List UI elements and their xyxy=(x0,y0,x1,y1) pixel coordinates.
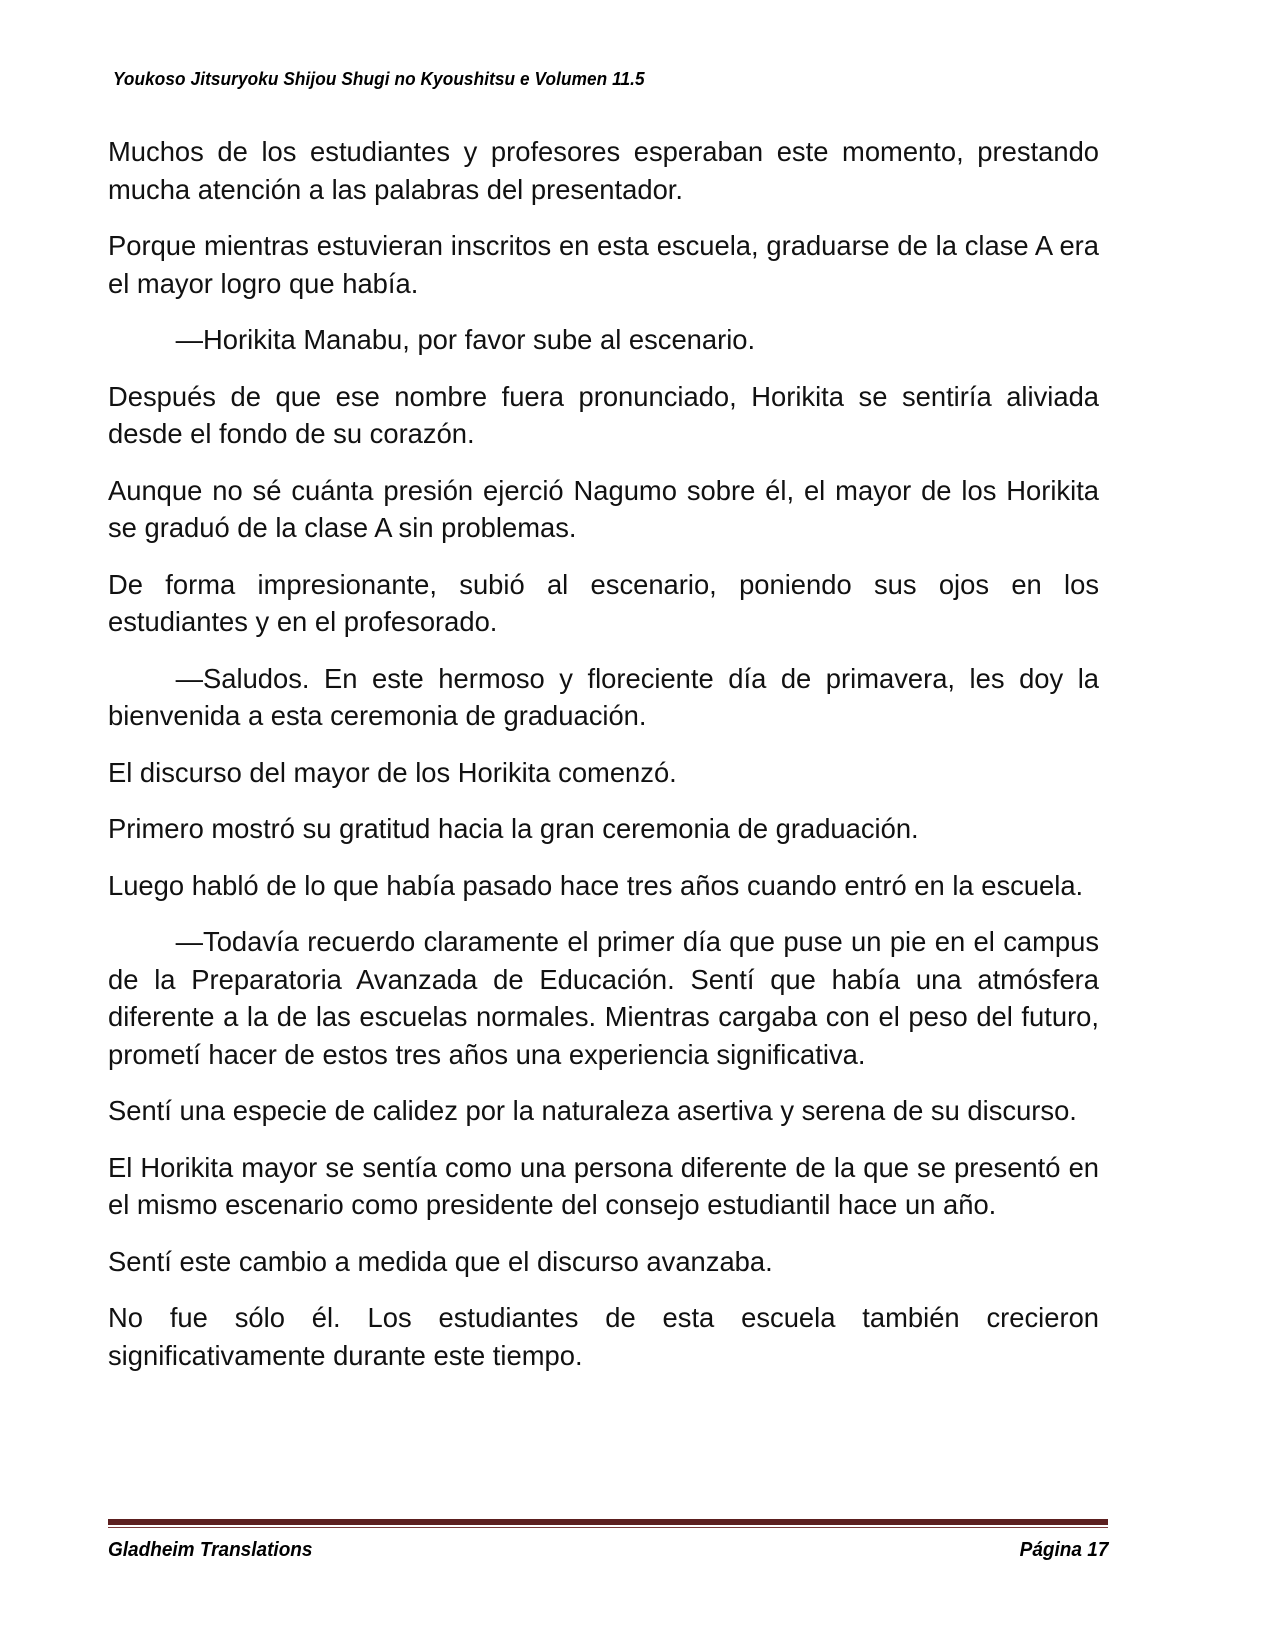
body-paragraph: Luego habló de lo que había pasado hace tres años cuando entró en la escuela. xyxy=(108,869,1084,901)
body-paragraph: El discurso del mayor de los Horikita comenzó. xyxy=(108,756,677,788)
body-paragraph: Primero mostró su gratitud hacia la gran ceremonia de graduación. xyxy=(108,813,919,844)
footer-row xyxy=(108,1539,1108,1562)
body-paragraph: Aunque no sé cuánta presión ejerció Nagumo sobre él, el mayor de los Horikita se graduó de la clase A sin problemas. xyxy=(108,474,1100,543)
footer-rule-thin xyxy=(108,1527,1108,1528)
document-body xyxy=(108,133,1104,1374)
body-paragraph: —Saludos. En este hermoso y floreciente día de primavera, les doy la bienvenida a esta ceremonia de graduación. xyxy=(108,662,1100,731)
body-paragraph: El Horikita mayor se sentía como una persona diferente de la que se presentó en el mismo escenario como presidente del consejo estudiantil hace un año. xyxy=(108,1151,1100,1220)
page-header xyxy=(113,68,1162,94)
footer-page-number: Página 17 xyxy=(1019,1539,1108,1561)
header-title: Youkoso Jitsuryoku Shijou Shugi no Kyoushitsu e Volumen 11.5 xyxy=(113,68,645,89)
body-paragraph: Sentí una especie de calidez por la naturaleza asertiva y serena de su discurso. xyxy=(108,1095,1077,1126)
body-paragraph: De forma impresionante, subió al escenario, poniendo sus ojos en los estudiantes y en el profesorado. xyxy=(108,568,1100,637)
body-paragraph: —Horikita Manabu, por favor sube al escenario. xyxy=(175,324,756,355)
page-footer xyxy=(108,1519,1108,1562)
body-paragraph: Porque mientras estuvieran inscritos en esta escuela, graduarse de la clase A era el mayor logro que había. xyxy=(108,230,1100,299)
body-paragraph: No fue sólo él. Los estudiantes de esta escuela también crecieron significativamente durante este tiempo. xyxy=(108,1302,1100,1371)
body-paragraph: Después de que ese nombre fuera pronunciado, Horikita se sentiría aliviada desde el fondo de su corazón. xyxy=(108,380,1100,449)
body-paragraph: —Todavía recuerdo claramente el primer día que puse un pie en el campus de la Preparatoria Avanzada de Educación. Sentí que había una atmósfera diferente a la de las escuelas normales. Mientras cargaba con el peso del futuro, prometí hacer de estos tres años una experiencia significativa. xyxy=(108,926,1100,1070)
body-paragraph: Sentí este cambio a medida que el discurso avanzaba. xyxy=(108,1245,773,1277)
footer-translator-credit: Gladheim Translations xyxy=(108,1539,313,1561)
body-paragraph: Muchos de los estudiantes y profesores esperaban este momento, prestando mucha atención a las palabras del presentador. xyxy=(108,136,1100,205)
